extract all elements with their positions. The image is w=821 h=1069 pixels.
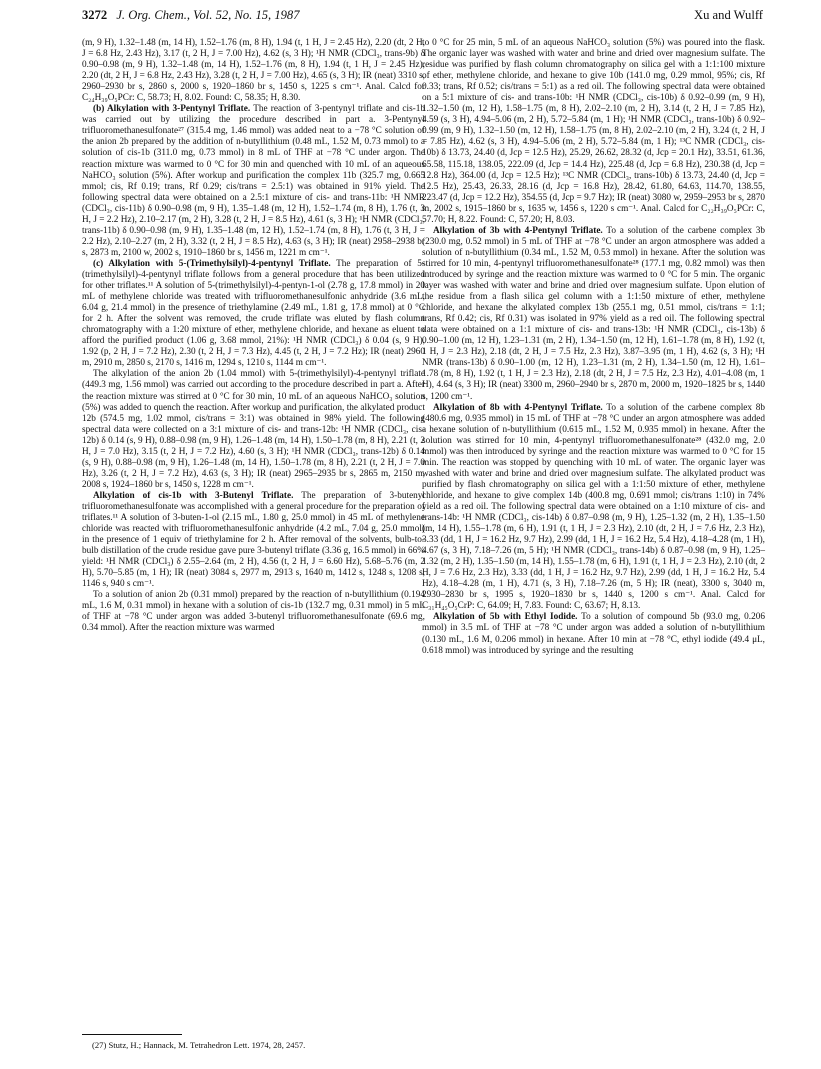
- paragraph-heading: Alkylation of 5b with Ethyl Iodide.: [433, 612, 578, 623]
- paragraph-text: (m, 9 H), 1.32–1.48 (m, 14 H), 1.52–1.76 (m, 8 H), 1.94 (t, 1 H, J = 2.45 Hz), 2.20 (dt, 2 H, J = 6.8 Hz, 2.43 Hz), 3.17 (t, 2 H, J = 7.00 Hz), 4.62 (s, 3 H); ¹H NMR (CDCl₃, trans-9b) δ 0.90–0.98 (m, 9 H), 1.32–1.48 (m, 14 H), 1.52–1.76 (m, 8 H), 1.94 (t, 1 H, J = 2.45 Hz), 2.20 (dt, 2 H, J = 6.8 Hz, 2.43 Hz), 3.28 (t, 2 H, J = 7.00 Hz), 4.65 (s, 3 H); IR (neat) 3310 s, 2960–2930 br s, 2860 s, 2000 s, 1920–1860 br s, 1450 s, 1225 s cm⁻¹. Anal. Calcd for C₂₄H₃₉O₅PCr: C, 58.73; H, 8.02. Found: C, 58.35; H, 8.30.: [82, 38, 425, 104]
- paragraph-heading: Alkylation of 3b with 4-Pentynyl Triflate.: [433, 225, 603, 236]
- paragraph-text: To a solution of anion 2b (0.31 mmol) prepared by the reaction of n-butyllithium (0.194 mL, 1.6 M, 0.31 mmol) in hexane with a solution of cis-1b (132.7 mg, 0.31 mmol) in 5 mL of THF at −78 °C under argon was added 3-butenyl trifluoromethanesulfonate (69.6 mg, 0.34 mmol). After the reaction mixture was warmed: [82, 590, 425, 634]
- paragraph-text: To a solution of the carbene complex 8b (480.6 mg, 0.935 mmol) in 15 mL of THF at −78 °C under an argon atmosphere was added a hexane solution of n-butyllithium (0.615 mL, 1.52 M, 0.935 mmol) in hexane. After the solution was stirred for 10 min, 4-pentynyl trifluoromethanesulfonate²⁸ (432.0 mg, 2.0 mmol) was then introduced by syringe and the reaction mixture was warmed to 0 °C for 15 min. The reaction was stopped by quenching with 10 mL of water. The organic layer was washed with water and brine and dried over magnesium sulfate. The alkylated product was purified by flash chromatography on silica gel with a 1:1:50 mixture of ether, methylene chloride, and hexane to give complex 14b (400.8 mg, 0.691 mmol; cis/trans 1:10) in 74% yield as a red oil. The following spectral data were obtained on a 1:10 mixture of cis- and trans-14b: ¹H NMR (CDCl₃, cis-14b) δ 0.87–0.98 (m, 9 H), 1.25–1.32 (m, 2 H), 1.35–1.50 (m, 14 H), 1.55–1.78 (m, 6 H), 1.91 (t, 1 H, J = 2.3 Hz), 2.10 (dt, 2 H, J = 7.6 Hz, 2.3 Hz), 3.33 (dd, 1 H, J = 16.2 Hz, 9.7 Hz), 2.99 (dd, 1 H, J = 16.2 Hz, 5.4 Hz), 4.18–4.28 (m, 1 H), 4.67 (s, 3 H), 7.18–7.26 (m, 5 H); ¹H NMR (CDCl₃, trans-14b) δ 0.87–0.98 (m, 9 H), 1.25–1.32 (m, 2 H), 1.35–1.50 (m, 14 H), 1.55–1.78 (m, 6 H), 1.91 (t, 1 H, J = 2.3 Hz), 2.10 (dt, 2 H, J = 7.6 Hz, 2.3 Hz), 3.33 (dd, 1 H, J = 16.2 Hz, 9.7 Hz), 2.99 (dd, 1 H, J = 16.2 Hz, 5.4 Hz), 4.18–4.28 (m, 1 H), 4.71 (s, 3 H), 7.18–7.26 (m, 5 H); IR (neat), 3300 s, 3040 m, 2930–2830 br s, 1995 s, 1920–1830 br s, 1440 s, 1200 s cm⁻¹. Anal. Calcd for C₃₁H₄₅O₅CrP: C, 64.09; H, 7.83. Found: C, 63.67; H, 8.13.: [422, 402, 765, 612]
- header-authors: Xu and Wulff: [694, 8, 763, 22]
- paragraph: [82, 259, 425, 369]
- paragraph: [82, 38, 425, 104]
- paragraph-heading: Alkylation of cis-1b with 3-Butenyl Triflate.: [93, 490, 294, 501]
- footnote: (27) Stutz, H.; Hannack, M. Tetrahedron Lett. 1974, 28, 2457.: [92, 1040, 306, 1050]
- paragraph-text: The preparation of 3-butenyl trifluoromethanesulfonate was accomplished with a general procedure for the preparation of triflates.¹¹ A solution of 3-buten-1-ol (2.15 mL, 1.80 g, 25.0 mmol) in 45 mL of methylene chloride was reacted with trifluoromethanesulfonic anhydride (4.2 mL, 7.04 g, 25.0 mmol) in the presence of 1 equiv of triethylamine for 2 h. After removal of the solvents, bulb-to-bulb distillation of the crude residue gave pure 3-butenyl triflate (3.36 g, 16.5 mmol) in 66% yield: ¹H NMR (CDCl₃) δ 2.55–2.64 (m, 2 H), 4.56 (t, 2 H, J = 6.60 Hz), 5.68–5.76 (m, 2 H), 5.70–5.85 (m, 1 H); IR (neat) 3084 s, 2977 m, 2913 s, 1640 m, 1412 s, 1248 s, 1208 s, 1146 s, 940 s cm⁻¹.: [82, 490, 426, 590]
- left-column: [82, 38, 425, 635]
- paragraph-text: The preparation of 5-(trimethylsilyl)-4-pentynyl triflate follows from a general procedure that has been utilized for other triflates.¹¹ A solution of 5-(trimethylsilyl)-4-pentyn-1-ol (2.78 g, 17.8 mmol) in 20 mL of methylene chloride was treated with trifluoromethanesulfonic anhydride (3.6 mL, 6.04 g, 21.4 mmol) in the presence of triethylamine (2.49 mL, 1.81 g, 17.8 mmol) at 0 °C for 2 h. After the solvent was removed, the crude triflate was eluted by flash column chromatography with a 1:20 mixture of ether, methylene chloride, and hexane as eluent to afford the purified product (1.06 g, 3.68 mmol, 21%): ¹H NMR (CDCl₃) δ 0.04 (s, 9 H), 1.92 (p, 2 H, J = 7.2 Hz), 2.30 (t, 2 H, J = 7.3 Hz), 4.45 (t, 2 H, J = 7.2 Hz); IR (neat) 2960 m, 2910 m, 2850 s, 2170 s, 1416 m, 1294 s, 1210 s, 1144 m cm⁻¹.: [82, 258, 425, 369]
- footnote-rule: [82, 1034, 182, 1035]
- paragraph: [82, 104, 425, 259]
- paragraph-heading: (c) Alkylation with 5-(Trimethylsilyl)-4-pentynyl Triflate.: [93, 258, 331, 269]
- paragraph-text: To a solution of compound 5b (93.0 mg, 0.206 mmol) in 3.5 mL of THF at −78 °C under argon was added a solution of n-butyllithium (0.130 mL, 1.6 M, 0.206 mmol) in hexane. After 10 min at −78 °C, ethyl iodide (49.4 μL, 0.618 mmol) was introduced by syringe and the resulting: [422, 612, 765, 656]
- paragraph-text: The alkylation of the anion 2b (1.04 mmol) with 5-(trimethylsilyl)-4-pentynyl triflate (449.3 mg, 1.56 mmol) was carried out according to the procedure described in part a. After the reaction mixture was stirred at 0 °C for 30 min, 10 mL of an aqueous NaHCO₃ solution (5%) was added to quench the reaction. After workup and purification, the alkylated product 12b (574.5 mg, 1.02 mmol, cis/trans = 3:1) was obtained in 98% yield. The following spectral data were collected on a 3:1 mixture of cis- and trans-12b: ¹H NMR (CDCl₃, cis-12b) δ 0.14 (s, 9 H), 0.88–0.98 (m, 9 H), 1.26–1.48 (m, 14 H), 1.50–1.78 (m, 8 H), 2.21 (t, 2 H, J = 7.0 Hz), 3.15 (t, 2 H, J = 7.2 Hz), 4.60 (s, 3 H); ¹H NMR (CDCl₃, trans-12b) δ 0.14 (s, 9 H), 0.88–0.98 (m, 9 H), 1.26–1.48 (m, 14 H), 1.50–1.78 (m, 8 H), 2.21 (t, 2 H, J = 7.0 Hz), 3.26 (t, 2 H, J = 7.2 Hz), 4.63 (s, 3 H); IR (neat) 2965–2935 br s, 2865 m, 2150 m, 2008 s, 1924–1860 br s, 1450 s, 1228 m cm⁻¹.: [82, 369, 425, 490]
- paragraph: [422, 403, 765, 613]
- paragraph-heading: Alkylation of 8b with 4-Pentynyl Triflate.: [433, 402, 603, 413]
- paragraph: [422, 612, 765, 656]
- paragraph: [422, 226, 765, 403]
- paragraph-text: To a solution of the carbene complex 3b (230.0 mg, 0.52 mmol) in 5 mL of THF at −78 °C under an argon atmosphere was added a solution of n-butyllithium (0.34 mL, 1.52 M, 0.53 mmol) in hexane. After the solution was stirred for 10 min, 4-pentynyl trifluoromethanesulfonate²⁸ (177.1 mg, 0.82 mmol) was then introduced by syringe and the reaction mixture was warmed to 0 °C for 5 min. The organic layer was washed with water and brine and dried over magnesium sulfate. Upon elution of the residue from a flash silica gel column with a 1:1:50 mixture of ether, methylene chloride, and hexane the alkylated complex 13b (255.1 mg, 0.51 mmol, cis/trans = 1:1; trans, Rf 0.42; cis, Rf 0.31) was isolated in 97% yield as a red oil. The following spectral data were obtained on a 1:1 mixture of cis- and trans-13b: ¹H NMR (CDCl₃, cis-13b) δ 0.90–1.00 (m, 12 H), 1.23–1.31 (m, 2 H), 1.34–1.50 (m, 12 H), 1.61–1.78 (m, 8 H), 1.92 (t, 1 H, J = 2.3 Hz), 2.18 (dt, 2 H, J = 7.5 Hz, 2.3 Hz), 3.87–3.95 (m, 1 H), 4.62 (s, 3 H); ¹H NMR (trans-13b) δ 0.90–1.00 (m, 12 H), 1.23–1.31 (m, 2 H), 1.34–1.50 (m, 12 H), 1.61–1.78 (m, 8 H), 1.92 (t, 1 H, J = 2.3 Hz), 2.18 (dt, 2 H, J = 7.5 Hz, 2.3 Hz), 4.01–4.08 (m, 1 H), 4.64 (s, 3 H); IR (neat) 3300 m, 2960–2940 br s, 2870 m, 2000 m, 1920–1825 br s, 1440 s, 1200 cm⁻¹.: [422, 225, 765, 402]
- paragraph: [422, 38, 765, 226]
- paragraph: [82, 491, 425, 590]
- right-column: [422, 38, 765, 657]
- paragraph: [82, 590, 425, 634]
- header-left: [82, 8, 300, 23]
- running-header: [82, 8, 763, 30]
- paragraph-heading: (b) Alkylation with 3-Pentynyl Triflate.: [93, 104, 251, 115]
- paragraph-text: The reaction of 3-pentynyl triflate and cis-1b was carried out by utilizing the procedure described in part a. 3-Pentynyl trifluoromethanesulfonate²⁷ (315.4 mg, 1.46 mmol) was added neat to a −78 °C solution of the anion 2b prepared by the addition of n-butyllithium (0.48 mL, 1.52 M, 0.73 mmol) to a solution of cis-1b (311.0 mg, 0.73 mmol) in 8 mL of THF at −78 °C under argon. The reaction mixture was warmed to 0 °C for 30 min and quenched with 10 mL of an aqueous NaHCO₃ solution (5%). After workup and purification the complex 11b (325.7 mg, 0.665 mmol; cis, Rf 0.19; trans, Rf 0.29; cis/trans = 2.5:1) was obtained in 91% yield. The following spectral data were obtained on a 2.5:1 mixture of cis- and trans-11b: ¹H NMR (CDCl₃, cis-11b) δ 0.90–0.98 (m, 9 H), 1.35–1.48 (m, 12 H), 1.52–1.74 (m, 8 H), 1.76 (t, 3 H, J = 2.2 Hz), 2.10–2.17 (m, 2 H), 3.28 (t, 2 H, J = 8.5 Hz), 4.61 (s, 3 H); ¹H NMR (CDCl₃, trans-11b) δ 0.90–0.98 (m, 9 H), 1.35–1.48 (m, 12 H), 1.52–1.74 (m, 8 H), 1.76 (t, 3 H, J = 2.2 Hz), 2.10–2.27 (m, 2 H), 3.32 (t, 2 H, J = 8.5 Hz), 4.63 (s, 3 H); IR (neat) 2958–2938 br s, 2873 m, 2100 w, 2002 s, 1910–1860 br s, 1456 m, 1221 m cm⁻¹.: [82, 104, 426, 258]
- page-number: 3272: [82, 8, 108, 22]
- paragraph: [82, 369, 425, 491]
- journal-citation: J. Org. Chem., Vol. 52, No. 15, 1987: [116, 8, 300, 22]
- paragraph-text: to 0 °C for 25 min, 5 mL of an aqueous NaHCO₃ solution (5%) was poured into the flask. The organic layer was washed with water and brine and dried over magnesium sulfate. The residue was purified by flash column chromatography on silica gel with a 1:1:100 mixture of ether, methylene chloride, and hexane to give 10b (141.0 mg, 0.29 mmol, 95%; cis, Rf 0.33; trans, Rf 0.52; cis/trans = 5:1) as a red oil. The following spectral data were obtained on a 5:1 mixture of cis- and trans-10b: ¹H NMR (CDCl₃, cis-10b) δ 0.92–0.99 (m, 9 H), 1.32–1.50 (m, 12 H), 1.58–1.75 (m, 8 H), 2.02–2.10 (m, 2 H), 3.14 (t, 2 H, J = 7.85 Hz), 4.59 (s, 3 H), 4.94–5.06 (m, 2 H), 5.72–5.84 (m, 1 H); ¹H NMR (CDCl₃, trans-10b) δ 0.92–0.99 (m, 9 H), 1.32–1.50 (m, 12 H), 1.58–1.75 (m, 8 H), 2.02–2.10 (m, 2 H), 3.24 (t, 2 H, J = 7.85 Hz), 4.62 (s, 3 H), 4.94–5.06 (m, 2 H), 5.72–5.84 (m, 1 H); ¹³C NMR (CDCl₃, cis-10b) δ 13.73, 24.40 (d, Jcp = 12.5 Hz), 25.29, 26.62, 28.32 (d, Jcp = 20.1 Hz), 33.51, 61.36, 65.58, 115.18, 138.05, 222.09 (d, Jcp = 14.4 Hz), 225.48 (d, Jcp = 6.8 Hz), 230.38 (d, Jcp = 12.8 Hz), 364.00 (d, Jcp = 12.5 Hz); ¹³C NMR (CDCl₃, trans-10b) δ 13.73, 24.40 (d, Jcp = 12.5 Hz), 25.43, 26.33, 28.16 (d, Jcp = 16.8 Hz), 28.42, 61.80, 64.63, 114.70, 138.55, 223.47 (d, Jcp = 12.2 Hz), 354.55 (d, Jcp = 9.7 Hz); IR (neat) 3080 w, 2959–2953 br s, 2870 m, 2002 s, 1915–1860 br s, 1635 w, 1456 s, 1220 s cm⁻¹. Anal. Calcd for C₂₂H₃₉O₅PCr: C, 57.70; H, 8.22. Found: C, 57.20; H, 8.03.: [422, 38, 765, 225]
